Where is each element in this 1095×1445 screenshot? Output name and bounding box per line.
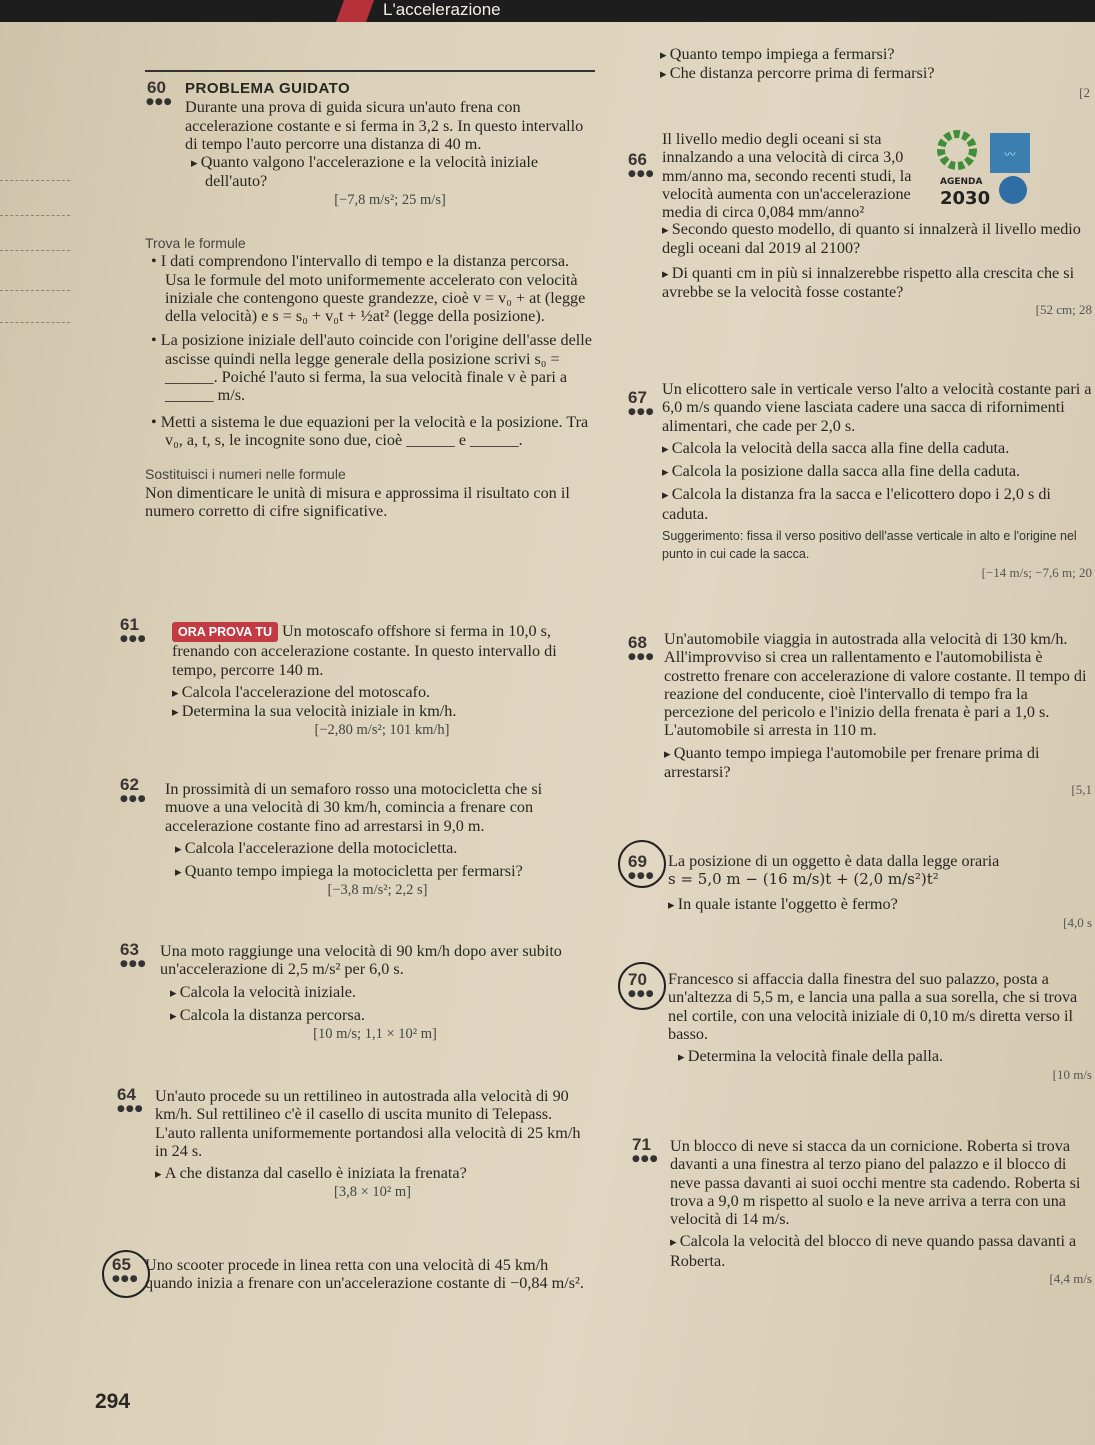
agenda-label: AGENDA <box>940 177 983 187</box>
problem-number-70: 70 <box>628 970 647 989</box>
answer: [10 m/s <box>1052 1067 1092 1083</box>
question: ▸ Determina la velocità finale della palla. <box>678 1047 1092 1066</box>
problem-60 <box>185 80 595 209</box>
problem-number-60: 60 <box>147 78 166 97</box>
problem-heading: PROBLEMA GUIDATO <box>185 80 351 97</box>
problem-65 <box>145 1256 590 1293</box>
question: ▸ Che distanza percorre prima di fermarsi? <box>660 64 1090 83</box>
problem-62 <box>165 780 590 900</box>
problem-text: Durante una prova di guida sicura un'auto frena con accelerazione costante e si ferma in 3,2 s. In questo intervallo di tempo l'auto percorre una distanza di 40 m. <box>185 98 584 153</box>
problem-67 <box>662 380 1092 582</box>
question: ▸ Calcola la distanza percorsa. <box>170 1006 590 1025</box>
step: • La posizione iniziale dell'auto coincide con l'origine dell'asse delle ascisse quindi nella legge generale della posizione scrivi s₀ = ______. Poiché l'auto si ferma, la sua velocità finale v è pari a ______ m/s. <box>165 331 595 404</box>
page-number: 294 <box>95 1390 131 1413</box>
agenda-2030-logo <box>935 128 1035 218</box>
margin-dash <box>0 180 70 181</box>
answer: [52 cm; 28 <box>1035 302 1092 318</box>
problem-71 <box>670 1137 1092 1288</box>
difficulty-dots: ●●● <box>120 634 147 644</box>
divider <box>145 70 595 72</box>
difficulty-dots: ●●● <box>120 794 147 804</box>
question: ▸ Quanto tempo impiega l'automobile per frenare prima di arrestarsi? <box>664 744 1092 782</box>
question: ▸ Determina la sua velocità iniziale in km/h. <box>172 702 592 721</box>
difficulty-dots: ●●● <box>146 97 173 107</box>
problem-63 <box>160 942 590 1043</box>
problem-text: Il livello medio degli oceani si sta innalzando a una velocità di circa 3,0 mm/anno ma, secondo recenti studi, la velocità aumenta con un'accelerazione media di circa 0,084 mm/anno² <box>662 130 912 222</box>
problem-61 <box>172 622 592 740</box>
question: ▸ Quanto tempo impiega a fermarsi? <box>660 45 1090 64</box>
difficulty-dots: ●●● <box>632 1154 659 1164</box>
question: ▸ Quanto valgono l'accelerazione e la velocità iniziale dell'auto? <box>205 153 595 191</box>
step: Non dimenticare le unità di misura e approssima il risultato con il numero corretto di cifre significative. <box>145 483 570 520</box>
answer: [4,0 s <box>1063 914 1092 930</box>
problem-number-64: 64 <box>117 1085 136 1104</box>
answer: [2 <box>1079 84 1090 100</box>
continued-questions <box>660 45 1090 102</box>
problem-66-questions <box>662 220 1092 319</box>
problem-number-68: 68 <box>628 633 647 652</box>
question: ▸ Quanto tempo impiega la motocicletta per fermarsi? <box>175 862 590 881</box>
step: • I dati comprendono l'intervallo di tempo e la distanza percorsa. Usa le formule del moto uniformemente accelerato con velocità iniziale che contengono queste grandezze, cioè v = v₀ + at (legge della velocità) e s = s₀ + v₀t + ½at² (legge della posizione). <box>165 252 595 325</box>
answer: [−2,80 m/s²; 101 km/h] <box>314 722 450 739</box>
answer: [−14 m/s; −7,6 m; 20 <box>981 564 1092 580</box>
problem-text: Uno scooter procede in linea retta con una velocità di 45 km/h quando inizia a frenare con un'accelerazione costante di −0,84 m/s². <box>145 1256 584 1293</box>
difficulty-dots: ●●● <box>628 652 655 662</box>
formula: s = 5,0 m − (16 m/s)t + (2,0 m/s²)t² <box>668 870 939 889</box>
question: ▸ A che distanza dal casello è iniziata la frenata? <box>155 1164 590 1183</box>
problem-text: La posizione di un oggetto è data dalla legge oraria <box>668 852 1000 870</box>
answer: [3,8 × 10² m] <box>334 1184 411 1201</box>
question: ▸ Calcola la velocità del blocco di neve quando passa davanti a Roberta. <box>670 1232 1092 1270</box>
problem-number-67: 67 <box>628 388 647 407</box>
margin-dash <box>0 322 70 323</box>
question: ▸ Secondo questo modello, di quanto si innalzerà il livello medio degli oceani dal 2019 al 2100? <box>662 220 1092 258</box>
problem-text: In prossimità di un semaforo rosso una motocicletta che si muove a una velocità di 30 km/h, comincia a frenare con accelerazione costante fino ad arrestarsi in 9,0 m. <box>165 780 543 835</box>
question: ▸ Calcola l'accelerazione del motoscafo. <box>172 683 592 702</box>
problem-number-65: 65 <box>112 1255 131 1274</box>
problem-number-62: 62 <box>120 775 139 794</box>
question: ▸ Di quanti cm in più si innalzerebbe rispetto alla crescita che si avrebbe se la velocità fosse costante? <box>662 264 1092 302</box>
problem-number-61: 61 <box>120 615 139 634</box>
difficulty-dots: ●●● <box>120 959 147 969</box>
problem-number-66: 66 <box>628 150 647 169</box>
answer: [−3,8 m/s²; 2,2 s] <box>327 882 428 899</box>
problem-text: Un motoscafo offshore si ferma in 10,0 s, frenando con accelerazione costante. In questo intervallo di tempo, percorre 140 m. <box>172 622 557 679</box>
header-bar <box>0 0 1095 22</box>
difficulty-dots: ●●● <box>628 989 655 999</box>
problem-64 <box>155 1087 590 1202</box>
answer: [−7,8 m/s²; 25 m/s] <box>334 191 446 208</box>
answer: [10 m/s; 1,1 × 10² m] <box>313 1026 437 1043</box>
question: ▸ Calcola l'accelerazione della motocicletta. <box>175 839 590 858</box>
problem-text: Un'automobile viaggia in autostrada alla velocità di 130 km/h. All'improvviso si crea un rallentamento e l'automobilista è costretto frenare con accelerazione di valore costante. Il tempo di reazione del conducente, cioè l'intervallo di tempo fra la percezione del pericolo e l'inizio della frenata è pari a 1,0 s. L'automobile si arresta in 110 m. <box>664 630 1087 740</box>
problem-66 <box>662 130 927 221</box>
problem-text: Un elicottero sale in verticale verso l'alto a velocità costante pari a 6,0 m/s quando viene lasciata cadere una sacca di rifornimenti alimentari, che cade per 2,0 s. <box>662 380 1092 435</box>
problem-text: Un blocco di neve si stacca da un cornicione. Roberta si trova davanti a una finestra al terzo piano del palazzo e il blocco di neve passa davanti ai suoi occhi mentre sta cadendo. Roberta si trova a 9,0 m rispetto al suolo e la neve arriva a terra con una velocità di 14 m/s. <box>670 1137 1081 1229</box>
margin-dash <box>0 290 70 291</box>
problem-text: Francesco si affaccia dalla finestra del suo palazzo, posta a un'altezza di 5,5 m, e lancia una palla a sua sorella, che si trova nel cortile, con una velocità iniziale di 0,10 m/s diretta verso il basso. <box>668 970 1078 1043</box>
answer: [5,1 <box>1071 782 1092 798</box>
problem-text: Un'auto procede su un rettilineo in autostrada alla velocità di 90 km/h. Sul rettilineo c'è il casello di uscita munito di Telepass. L'auto rallenta uniformemente portandosi alla velocità di 25 km/h in 24 s. <box>155 1087 581 1160</box>
margin-dash <box>0 215 70 216</box>
problem-number-63: 63 <box>120 940 139 959</box>
question: ▸ In quale istante l'oggetto è fermo? <box>668 895 1092 914</box>
problem-60-steps <box>145 234 595 520</box>
difficulty-dots: ●●● <box>628 169 655 179</box>
difficulty-dots: ●●● <box>117 1104 144 1114</box>
answer: [4,4 m/s <box>1049 1271 1092 1287</box>
margin-dash <box>0 250 70 251</box>
question: ▸ Calcola la velocità della sacca alla fine della caduta. <box>662 439 1092 458</box>
agenda-year: 2030 <box>940 188 991 209</box>
difficulty-dots: ●●● <box>628 407 655 417</box>
difficulty-dots: ●●● <box>112 1274 139 1284</box>
problem-number-69: 69 <box>628 852 647 871</box>
difficulty-dots: ●●● <box>628 871 655 881</box>
problem-70 <box>668 970 1092 1085</box>
section-title: Trova le formule <box>145 235 246 251</box>
question: ▸ Calcola la velocità iniziale. <box>170 983 590 1002</box>
section-title: Sostituisci i numeri nelle formule <box>145 466 346 483</box>
step: • Metti a sistema le due equazioni per la velocità e la posizione. Tra v₀, a, t, s, le incognite sono due, cioè ______ e ______. <box>165 413 595 450</box>
problem-69 <box>668 852 1092 932</box>
question: ▸ Calcola la posizione dalla sacca alla fine della caduta. <box>662 462 1092 481</box>
chapter-title: L'accelerazione <box>383 0 501 19</box>
hint: Suggerimento: fissa il verso positivo dell'asse verticale in alto e l'origine nel punto in cui cade la sacca. <box>662 529 1077 562</box>
practice-badge: ORA PROVA TU <box>172 622 278 642</box>
header-accent <box>336 0 374 22</box>
problem-number-71: 71 <box>632 1135 651 1154</box>
svg-text:〰: 〰 <box>1004 148 1016 161</box>
problem-text: Una moto raggiunge una velocità di 90 km/h dopo aver subito un'accelerazione di 2,5 m/s² per 6,0 s. <box>160 942 562 979</box>
problem-68 <box>664 630 1092 800</box>
question: ▸ Calcola la distanza fra la sacca e l'elicottero dopo i 2,0 s di caduta. <box>662 485 1092 523</box>
